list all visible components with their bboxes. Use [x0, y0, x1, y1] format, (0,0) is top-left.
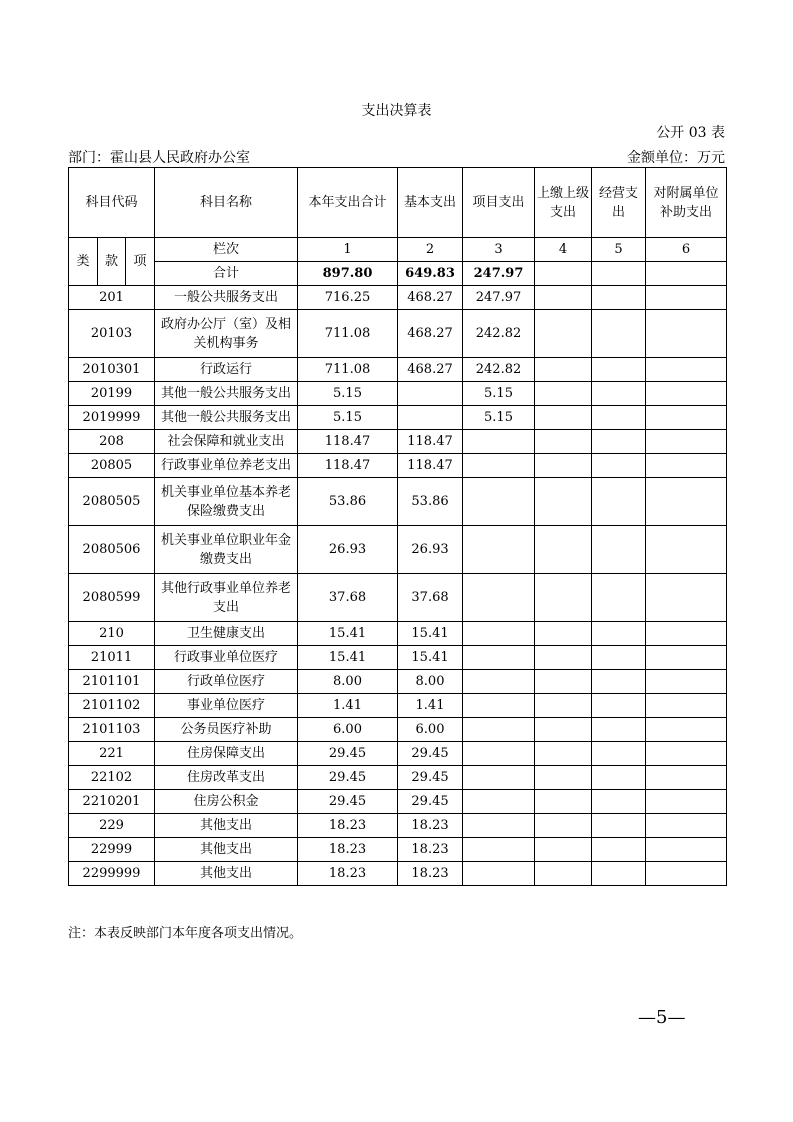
table-row [69, 742, 727, 766]
row-business [592, 382, 646, 406]
row-project [463, 790, 535, 814]
row-business [592, 430, 646, 454]
row-subsidy [646, 382, 727, 406]
row-code: 20805 [69, 454, 155, 478]
row-name: 行政事业单位养老支出 [155, 454, 298, 478]
row-upper [535, 574, 592, 622]
row-subsidy [646, 766, 727, 790]
row-upper [535, 526, 592, 574]
table-row [69, 526, 727, 574]
row-code: 2010301 [69, 358, 155, 382]
row-upper [535, 718, 592, 742]
row-upper [535, 478, 592, 526]
row-project: 242.82 [463, 310, 535, 358]
row-name: 事业单位医疗 [155, 694, 298, 718]
row-subsidy [646, 862, 727, 886]
row-code: 201 [69, 286, 155, 310]
row-subsidy [646, 454, 727, 478]
row-code: 21011 [69, 646, 155, 670]
row-total: 29.45 [298, 742, 398, 766]
row-name: 住房保障支出 [155, 742, 298, 766]
row-business [592, 862, 646, 886]
row-code: 2080506 [69, 526, 155, 574]
row-subsidy [646, 718, 727, 742]
header-project: 项目支出 [463, 168, 535, 238]
table-row [69, 646, 727, 670]
row-total: 29.45 [298, 790, 398, 814]
row-upper [535, 766, 592, 790]
page-title: 支出决算表 [361, 103, 432, 119]
table-row [69, 862, 727, 886]
row-subsidy [646, 430, 727, 454]
row-code: 22999 [69, 838, 155, 862]
row-business [592, 646, 646, 670]
row-subsidy [646, 286, 727, 310]
row-basic: 26.93 [398, 526, 463, 574]
row-project [463, 838, 535, 862]
row-basic: 1.41 [398, 694, 463, 718]
header-lei: 类 [69, 238, 98, 286]
row-total: 18.23 [298, 814, 398, 838]
row-project [463, 694, 535, 718]
row-name: 其他一般公共服务支出 [155, 382, 298, 406]
row-name: 公务员医疗补助 [155, 718, 298, 742]
row-total: 1.41 [298, 694, 398, 718]
row-project [463, 454, 535, 478]
row-total: 37.68 [298, 574, 398, 622]
column-number: 6 [646, 238, 727, 262]
row-basic: 18.23 [398, 838, 463, 862]
row-total: 15.41 [298, 646, 398, 670]
row-upper [535, 406, 592, 430]
row-name: 机关事业单位职业年金缴费支出 [155, 526, 298, 574]
row-upper [535, 646, 592, 670]
row-code: 22102 [69, 766, 155, 790]
column-number: 3 [463, 238, 535, 262]
row-business [592, 454, 646, 478]
row-upper [535, 694, 592, 718]
table-row [69, 574, 727, 622]
row-code: 2080505 [69, 478, 155, 526]
row-upper [535, 310, 592, 358]
row-subsidy [646, 814, 727, 838]
row-basic: 15.41 [398, 622, 463, 646]
row-upper [535, 790, 592, 814]
row-upper [535, 454, 592, 478]
row-business [592, 478, 646, 526]
row-code: 221 [69, 742, 155, 766]
column-number: 1 [298, 238, 398, 262]
header-kuan: 款 [98, 238, 126, 286]
table-note: 注：本表反映部门本年度各项支出情况。 [68, 926, 303, 941]
row-basic: 468.27 [398, 358, 463, 382]
row-total: 5.15 [298, 382, 398, 406]
row-basic: 118.47 [398, 430, 463, 454]
row-basic: 15.41 [398, 646, 463, 670]
row-total: 53.86 [298, 478, 398, 526]
sum-total: 897.80 [298, 262, 398, 286]
table-row [69, 310, 727, 358]
row-project [463, 526, 535, 574]
row-business [592, 358, 646, 382]
row-business [592, 406, 646, 430]
row-basic: 18.23 [398, 814, 463, 838]
row-code: 208 [69, 430, 155, 454]
row-business [592, 718, 646, 742]
table-row [69, 382, 727, 406]
row-basic: 6.00 [398, 718, 463, 742]
column-number: 2 [398, 238, 463, 262]
row-business [592, 622, 646, 646]
header-xiang: 项 [126, 238, 155, 286]
row-subsidy [646, 358, 727, 382]
table-row [69, 454, 727, 478]
table-row [69, 286, 727, 310]
sum-business [592, 262, 646, 286]
table-row [69, 406, 727, 430]
table-body [69, 286, 727, 886]
row-total: 8.00 [298, 670, 398, 694]
row-project [463, 574, 535, 622]
row-code: 20103 [69, 310, 155, 358]
row-code: 210 [69, 622, 155, 646]
row-basic [398, 406, 463, 430]
sum-subsidy [646, 262, 727, 286]
row-subsidy [646, 406, 727, 430]
row-subsidy [646, 526, 727, 574]
row-upper [535, 622, 592, 646]
row-basic: 468.27 [398, 310, 463, 358]
table-row [69, 694, 727, 718]
row-name: 其他一般公共服务支出 [155, 406, 298, 430]
row-business [592, 814, 646, 838]
row-name: 政府办公厅（室）及相关机构事务 [155, 310, 298, 358]
row-business [592, 526, 646, 574]
table-row [69, 766, 727, 790]
row-code: 2101101 [69, 670, 155, 694]
row-project [463, 670, 535, 694]
row-name: 社会保障和就业支出 [155, 430, 298, 454]
row-code: 2080599 [69, 574, 155, 622]
amount-unit-label: 金额单位：万元 [627, 150, 725, 166]
table-row [69, 814, 727, 838]
row-total: 15.41 [298, 622, 398, 646]
row-project: 242.82 [463, 358, 535, 382]
row-project: 247.97 [463, 286, 535, 310]
row-total: 26.93 [298, 526, 398, 574]
row-project [463, 430, 535, 454]
expenditure-table [68, 167, 727, 886]
row-basic: 118.47 [398, 454, 463, 478]
row-name: 住房公积金 [155, 790, 298, 814]
table-row [69, 478, 727, 526]
sum-label: 合计 [155, 262, 298, 286]
row-name: 其他支出 [155, 862, 298, 886]
row-subsidy [646, 478, 727, 526]
column-number: 5 [592, 238, 646, 262]
row-basic: 29.45 [398, 742, 463, 766]
row-upper [535, 430, 592, 454]
table-row [69, 718, 727, 742]
row-name: 其他支出 [155, 814, 298, 838]
row-total: 118.47 [298, 454, 398, 478]
header-total: 本年支出合计 [298, 168, 398, 238]
form-number: 公开 03 表 [656, 125, 725, 141]
row-project [463, 814, 535, 838]
column-number: 4 [535, 238, 592, 262]
row-business [592, 694, 646, 718]
row-project [463, 478, 535, 526]
row-subsidy [646, 790, 727, 814]
row-business [592, 838, 646, 862]
row-upper [535, 814, 592, 838]
sum-basic: 649.83 [398, 262, 463, 286]
row-upper [535, 742, 592, 766]
sum-upper [535, 262, 592, 286]
row-business [592, 286, 646, 310]
page-number: —5— [638, 1007, 686, 1028]
row-basic: 37.68 [398, 574, 463, 622]
row-business [592, 310, 646, 358]
row-basic: 18.23 [398, 862, 463, 886]
table-row [69, 790, 727, 814]
row-business [592, 574, 646, 622]
row-business [592, 742, 646, 766]
row-name: 行政事业单位医疗 [155, 646, 298, 670]
header-upper: 上缴上级支出 [535, 168, 592, 238]
row-name: 其他支出 [155, 838, 298, 862]
header-basic: 基本支出 [398, 168, 463, 238]
row-project: 5.15 [463, 382, 535, 406]
row-subsidy [646, 670, 727, 694]
row-total: 18.23 [298, 838, 398, 862]
row-project [463, 718, 535, 742]
row-upper [535, 358, 592, 382]
row-business [592, 790, 646, 814]
table-row [69, 670, 727, 694]
table-row [69, 622, 727, 646]
row-name: 行政运行 [155, 358, 298, 382]
row-name: 其他行政事业单位养老支出 [155, 574, 298, 622]
row-total: 711.08 [298, 358, 398, 382]
row-project [463, 646, 535, 670]
header-subsidy: 对附属单位补助支出 [646, 168, 727, 238]
row-subsidy [646, 622, 727, 646]
row-project [463, 862, 535, 886]
row-upper [535, 670, 592, 694]
row-total: 716.25 [298, 286, 398, 310]
row-basic: 29.45 [398, 790, 463, 814]
row-total: 6.00 [298, 718, 398, 742]
row-project [463, 742, 535, 766]
row-total: 18.23 [298, 862, 398, 886]
row-upper [535, 838, 592, 862]
table-row [69, 358, 727, 382]
row-name: 一般公共服务支出 [155, 286, 298, 310]
row-subsidy [646, 742, 727, 766]
row-subsidy [646, 310, 727, 358]
row-code: 2299999 [69, 862, 155, 886]
row-upper [535, 862, 592, 886]
row-total: 5.15 [298, 406, 398, 430]
row-subsidy [646, 838, 727, 862]
row-total: 711.08 [298, 310, 398, 358]
table-row [69, 430, 727, 454]
row-name: 行政单位医疗 [155, 670, 298, 694]
header-code: 科目代码 [69, 168, 155, 238]
row-name: 机关事业单位基本养老保险缴费支出 [155, 478, 298, 526]
row-basic: 8.00 [398, 670, 463, 694]
row-upper [535, 286, 592, 310]
row-business [592, 670, 646, 694]
row-code: 229 [69, 814, 155, 838]
header-name: 科目名称 [155, 168, 298, 238]
row-total: 29.45 [298, 766, 398, 790]
row-total: 118.47 [298, 430, 398, 454]
row-code: 2019999 [69, 406, 155, 430]
row-subsidy [646, 694, 727, 718]
row-basic: 29.45 [398, 766, 463, 790]
row-code: 2101103 [69, 718, 155, 742]
row-basic: 53.86 [398, 478, 463, 526]
row-upper [535, 382, 592, 406]
row-name: 卫生健康支出 [155, 622, 298, 646]
row-subsidy [646, 574, 727, 622]
row-name: 住房改革支出 [155, 766, 298, 790]
department-label: 部门：霍山县人民政府办公室 [68, 150, 250, 166]
header-business: 经营支出 [592, 168, 646, 238]
row-code: 2210201 [69, 790, 155, 814]
row-project [463, 622, 535, 646]
row-project: 5.15 [463, 406, 535, 430]
row-project [463, 766, 535, 790]
column-number-label: 栏次 [155, 238, 298, 262]
row-code: 20199 [69, 382, 155, 406]
row-basic: 468.27 [398, 286, 463, 310]
row-code: 2101102 [69, 694, 155, 718]
row-subsidy [646, 646, 727, 670]
row-business [592, 766, 646, 790]
table-row [69, 838, 727, 862]
row-basic [398, 382, 463, 406]
sum-project: 247.97 [463, 262, 535, 286]
